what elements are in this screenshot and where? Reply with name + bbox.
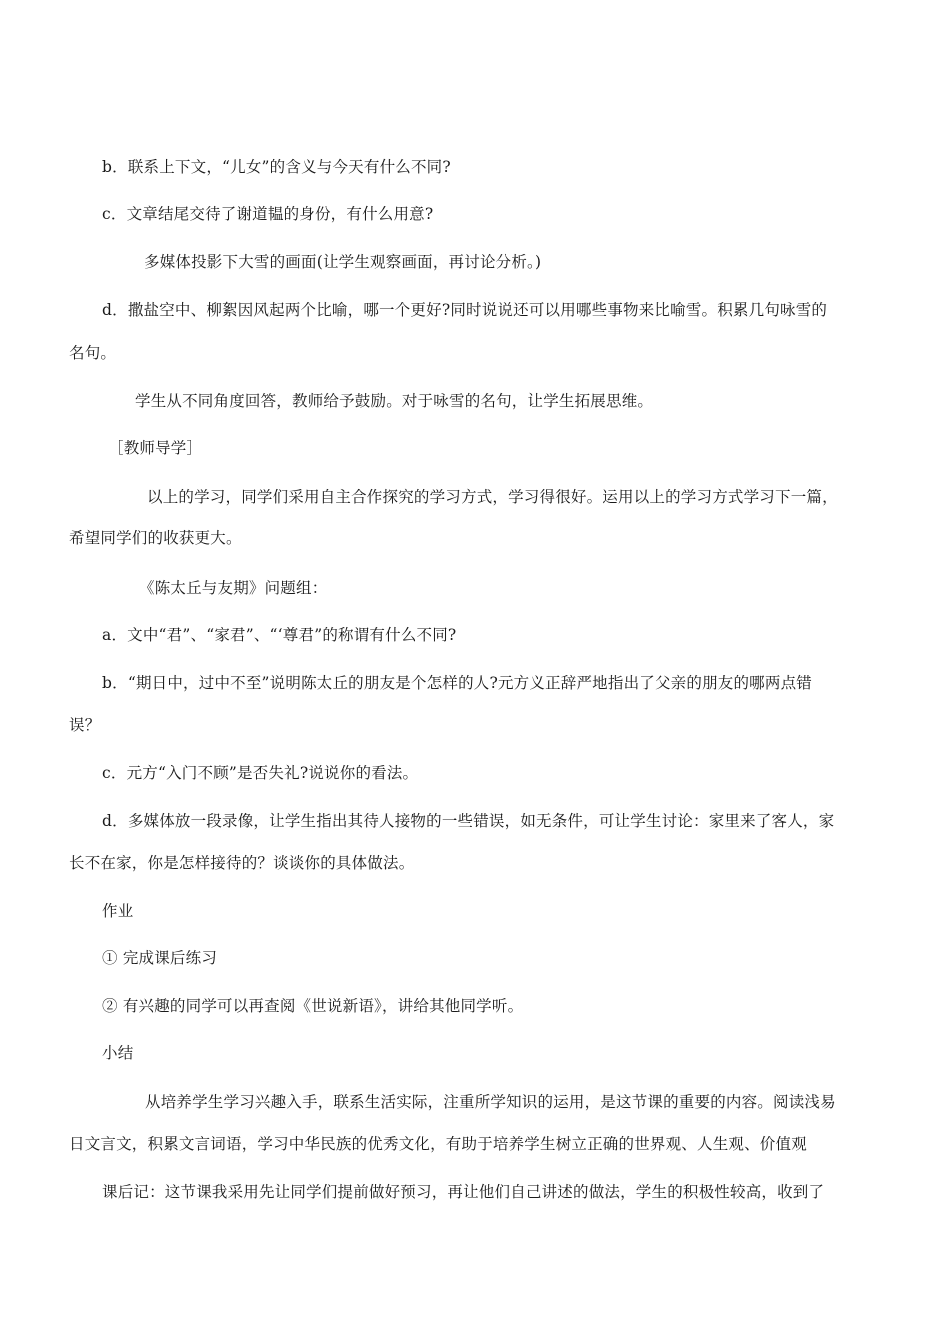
paragraph-p4-line-1: d．撒盐空中、柳絮因风起两个比喻，哪一个更好?同时说说还可以用哪些事物来比喻雪。积累几句咏雪的 — [102, 301, 828, 319]
paragraph-p13-line-1: 作业 — [102, 902, 134, 920]
paragraph-p4-line-2: 名句。 — [69, 344, 117, 362]
paragraph-p3-line-1: 多媒体投影下大雪的画面(让学生观察画面，再讨论分析。) — [144, 253, 542, 271]
paragraph-p18-line-1: 课后记：这节课我采用先让同学们提前做好预习，再让他们自己讲述的做法，学生的积极性较高，收到了 — [102, 1183, 825, 1201]
paragraph-p8-line-1: 《陈太丘与友期》问题组： — [139, 579, 328, 597]
paragraph-p7-line-1: 以上的学习，同学们采用自主合作探究的学习方式，学习得很好。运用以上的学习方式学习下一篇， — [147, 488, 838, 506]
paragraph-p14-line-1: ① 完成课后练习 — [102, 949, 218, 967]
paragraph-p7-line-2: 希望同学们的收获更大。 — [69, 529, 242, 547]
paragraph-p10-line-2: 误？ — [69, 716, 101, 734]
paragraph-p17-line-1: 从培养学生学习兴趣入手，联系生活实际，注重所学知识的运用，是这节课的重要的内容。阅读浅易 — [145, 1093, 836, 1111]
paragraph-p2-line-1: c．文章结尾交待了谢道韫的身份，有什么用意? — [102, 205, 434, 223]
paragraph-p5-line-1: 学生从不同角度回答，教师给予鼓励。对于咏雪的名句，让学生拓展思维。 — [135, 392, 654, 410]
paragraph-p1-line-1: b．联系上下文，“儿女”的含义与今天有什么不同? — [102, 158, 451, 176]
paragraph-p12-line-1: d．多媒体放一段录像，让学生指出其待人接物的一些错误，如无条件，可让学生讨论：家里来了客人，家 — [102, 812, 835, 830]
paragraph-p10-line-1: b．“期日中，过中不至”说明陈太丘的朋友是个怎样的人?元方义正辞严地指出了父亲的朋友的哪两点错 — [102, 674, 812, 692]
paragraph-p15-line-1: ② 有兴趣的同学可以再查阅《世说新语》，讲给其他同学听。 — [102, 997, 524, 1015]
paragraph-p16-line-1: 小结 — [102, 1044, 134, 1062]
paragraph-p11-line-1: c．元方“入门不顾”是否失礼?说说你的看法。 — [102, 764, 419, 782]
paragraph-p12-line-2: 长不在家，你是怎样接待的？谈谈你的具体做法。 — [69, 854, 415, 872]
paragraph-p17-line-2: 日文言文，积累文言词语，学习中华民族的优秀文化，有助于培养学生树立正确的世界观、人生观、价值观 — [69, 1135, 807, 1153]
paragraph-p6-line-1: ［教师导学］ — [108, 439, 203, 457]
paragraph-p9-line-1: a．文中“君”、“家君”、“‘尊君”的称谓有什么不同? — [102, 626, 457, 644]
